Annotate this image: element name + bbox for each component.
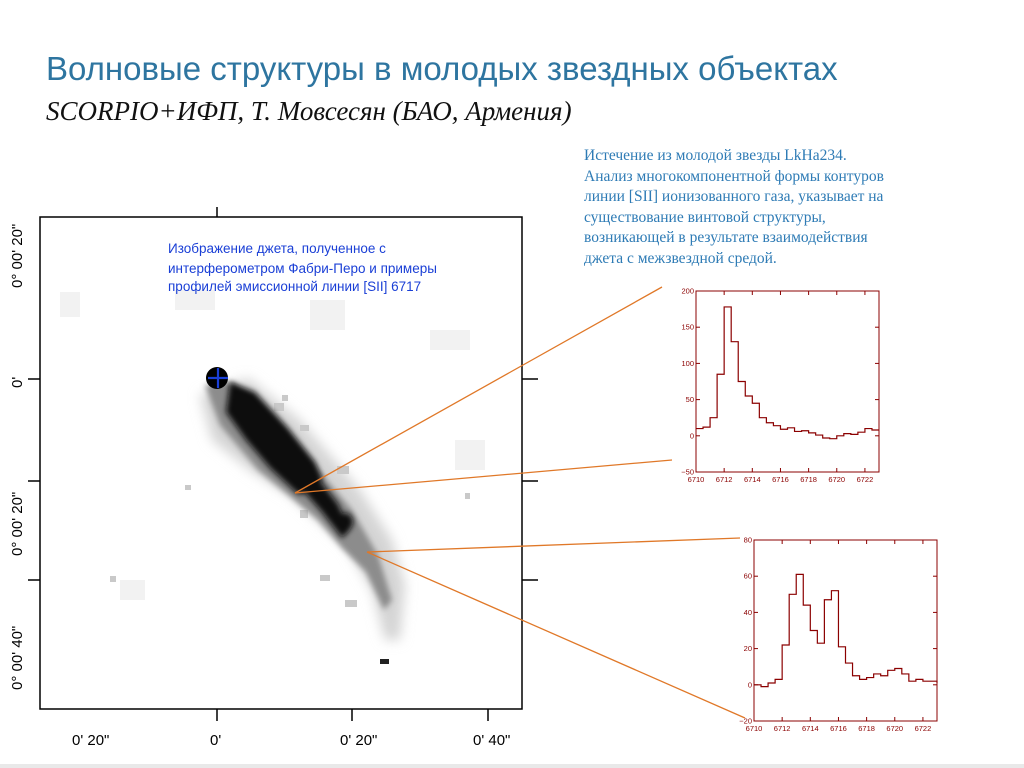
y-tick-label: 60: [743, 571, 752, 581]
y-tick-label: 0: [689, 431, 694, 441]
description-line: возникающей в результате взаимодействия: [584, 229, 868, 246]
slide-subtitle: SCORPIO+ИФП, Т. Мовсесян (БАО, Армения): [46, 96, 572, 126]
x-tick-label: 6714: [743, 475, 761, 484]
profile-plot-frame: [754, 540, 937, 721]
image-annotation-line: Изображение джета, полученное с: [168, 241, 386, 256]
x-tick-label: 6712: [773, 724, 791, 733]
x-tick-label: 6718: [858, 724, 875, 733]
x-tick-label: 6710: [687, 475, 705, 484]
description-line: джета с межзвездной средой.: [584, 249, 777, 267]
y-tick-label: 100: [681, 358, 694, 368]
x-tick-label: 6722: [914, 724, 932, 733]
description-line: Анализ многокомпонентной формы контуров: [584, 167, 884, 185]
image-annotation-line: интерферометром Фабри-Перо и примеры: [168, 261, 437, 276]
x-axis-label: 0' 20": [340, 732, 378, 749]
detector-artifact: [380, 659, 389, 664]
x-tick-label: 6710: [745, 724, 763, 733]
image-annotation-line: профилей эмиссионной линии [SII] 6717: [168, 279, 422, 294]
x-tick-label: 6716: [772, 475, 789, 484]
description-line: линии [SII] ионизованного газа, указывает на: [584, 188, 884, 205]
y-tick-label: 80: [743, 535, 752, 545]
y-tick-label: 50: [685, 395, 694, 405]
y-axis-label: 0° 00' 20": [9, 491, 26, 556]
y-tick-label: 20: [743, 644, 752, 654]
y-tick-label: −20: [739, 716, 752, 726]
slide-title: Волновые структуры в молодых звездных объектах: [46, 50, 838, 87]
profile-plot-bottom: [739, 536, 937, 734]
y-tick-label: 40: [743, 607, 752, 617]
y-axis-label: 0': [9, 376, 26, 388]
x-tick-label: 6716: [830, 724, 847, 733]
y-axis-label: 0° 00' 20": [9, 223, 26, 288]
y-tick-label: 0: [747, 680, 752, 690]
x-tick-label: 6720: [828, 475, 846, 484]
y-tick-label: −50: [681, 467, 694, 477]
y-tick-label: 150: [681, 322, 694, 332]
x-tick-label: 6722: [856, 475, 874, 484]
x-axis-label: 0' 40": [473, 732, 511, 749]
profile-plot-top: [681, 287, 879, 485]
profile-plot-frame: [696, 291, 879, 472]
x-tick-label: 6720: [886, 724, 904, 733]
y-tick-label: 200: [681, 286, 694, 296]
footer-divider: [0, 764, 1024, 768]
description-line: Истечение из молодой звезды LkHa234.: [584, 147, 847, 164]
description-line: существование винтовой структуры,: [584, 208, 826, 226]
x-tick-label: 6714: [801, 724, 819, 733]
y-axis-label: 0° 00' 40": [9, 625, 26, 690]
x-axis-label: 0' 20": [72, 732, 110, 749]
x-axis-label: 0': [210, 732, 222, 749]
x-tick-label: 6712: [715, 475, 733, 484]
x-tick-label: 6718: [800, 475, 817, 484]
